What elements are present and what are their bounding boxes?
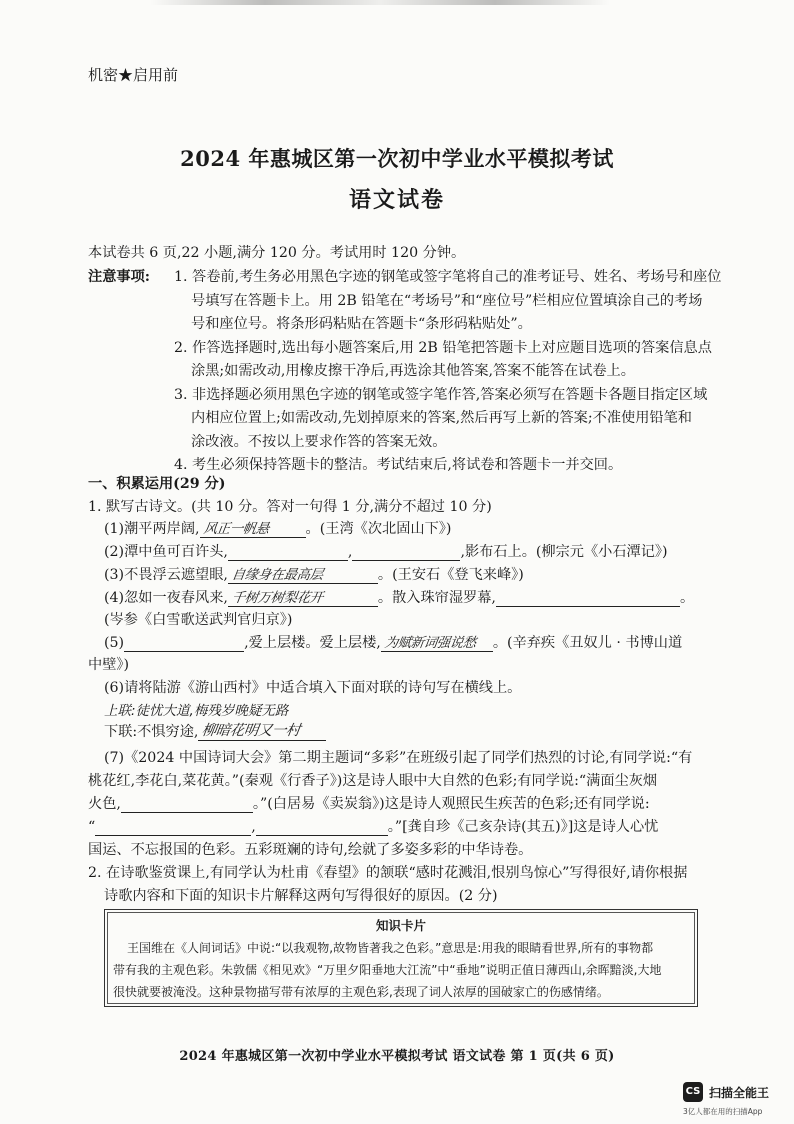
scanner-slogan: 3亿人都在用的扫描App [683, 1107, 763, 1116]
couplet-upper: 上联:徒忧大道,梅残岁晚疑无路 [104, 703, 289, 719]
scanner-app-name: 扫描全能王 [709, 1086, 770, 1100]
notice-line: 1. 答卷前,考生务必用黑色字迹的钢笔或签字笔将自己的准考证号、姓名、考场号和座位 [174, 269, 722, 285]
answer-blank[interactable] [200, 521, 306, 538]
answer-blank[interactable] [228, 590, 378, 607]
handwritten-answer: 自缘身在最高层 [230, 567, 324, 583]
confidential-label: 机密★启用前 [88, 66, 179, 84]
notice-line: 内相应位置上;如需改动,先划掉原来的答案,然后再写上新的答案;不准使用铅笔和 [191, 410, 692, 426]
q1-item-6: (6)请将陆游《游山西村》中适合填入下面对联的诗句写在横线上。 [104, 680, 522, 696]
answer-blank[interactable] [228, 567, 378, 584]
q1-item-5-source: 中壁》) [88, 657, 129, 673]
q1-item-7-line: 桃花红,李花白,菜花黄。”(秦观《行香子》)这是诗人眼中大自然的色彩;有同学说:“满面尘灰烟 [88, 773, 658, 789]
q1-item-7-line: “ , 。”[龚自珍《己亥杂诗(其五)》]这是诗人心忧 [88, 819, 659, 835]
question-1-stem: 1. 默写古诗文。(共 10 分。答对一句得 1 分,满分不超过 10 分) [88, 499, 492, 515]
notice-line: 号填写在答题卡上。用 2B 铅笔在“考场号”和“座位号”栏相应位置填涂自己的考场 [191, 292, 703, 309]
answer-blank[interactable] [95, 819, 251, 836]
page-footer: 2024 年惠城区第一次初中学业水平模拟考试 语文试卷 第 1 页(共 6 页) [179, 1049, 615, 1064]
q1-item-7-line: 国运、不忘报国的色彩。五彩斑斓的诗句,绘就了多姿多彩的中华诗卷。 [88, 842, 533, 858]
exam-intro: 本试卷共 6 页,22 小题,满分 120 分。考试用时 120 分钟。 [88, 245, 466, 261]
knowledge-card-line: 带有我的主观色彩。朱敦儒《相见欢》“万里夕阳垂地大江流”中“垂地”说明正值日薄西山,余晖黯淡,大地 [113, 963, 662, 977]
answer-blank[interactable] [256, 819, 388, 836]
answer-blank[interactable] [124, 635, 244, 652]
exam-subtitle: 语文试卷 [348, 187, 445, 213]
notice-label: 注意事项: [88, 269, 150, 285]
answer-blank[interactable] [198, 724, 326, 741]
answer-blank[interactable] [381, 635, 493, 652]
notice-line: 涂黑;如需改动,用橡皮擦干净后,再选涂其他答案,答案不能答在试卷上。 [191, 363, 635, 379]
handwritten-answer: 为赋新词强说愁 [383, 635, 477, 651]
exam-title: 2024 年惠城区第一次初中学业水平模拟考试 [180, 146, 614, 171]
q1-item-4-source: (岑参《白雪歌送武判官归京》) [104, 612, 293, 628]
answer-blank[interactable] [352, 544, 460, 561]
notice-line: 号和座位号。将条形码粘贴在答题卡“条形码粘贴处”。 [191, 316, 532, 332]
question-2-line: 诗歌内容和下面的知识卡片解释这两句写得很好的原因。(2 分) [104, 888, 498, 904]
notice-line: 2. 作答选择题时,选出每小题答案后,用 2B 铅笔把答题卡上对应题目选项的答案信息点 [174, 339, 712, 356]
q1-item-3: (3)不畏浮云遮望眼, 自缘身在最高层 。(王安石《登飞来峰》) [104, 564, 524, 584]
question-2-line: 2. 在诗歌鉴赏课上,有同学认为杜甫《春望》的颔联“感时花溅泪,恨别鸟惊心”写得很好,请你根据 [88, 865, 688, 881]
section-heading: 一、积累运用(29 分) [88, 476, 226, 492]
q1-item-1: (1)潮平两岸阔, 风正一帆悬 。(王湾《次北固山下》) [104, 518, 451, 538]
scan-edge-mark [150, 0, 610, 5]
knowledge-card-line: 很快就要被淹没。这种景物描写带有浓厚的主观色彩,表现了词人浓厚的国破家亡的伤感情绪。 [113, 985, 609, 999]
knowledge-card [104, 909, 698, 1007]
camscanner-logo-icon: CS [683, 1082, 703, 1102]
answer-blank[interactable] [121, 796, 253, 813]
q1-item-4: (4)忽如一夜春风来, 千树万树梨花开 。散入珠帘湿罗幕, 。 [104, 587, 694, 607]
answer-blank[interactable] [496, 590, 680, 607]
notice-list [174, 266, 734, 478]
handwritten-answer: 风正一帆悬 [202, 521, 270, 537]
couplet-lower: 下联:不惧穷途, 柳暗花明又一村 [104, 721, 326, 741]
notice-line: 涂改液。不按以上要求作答的答案无效。 [191, 433, 447, 450]
notice-line: 4. 考生必须保持答题卡的整洁。考试结束后,将试卷和答题卡一并交回。 [174, 457, 623, 473]
notice-line: 3. 非选择题必须用黑色字迹的钢笔或签字笔作答,答案必须写在答题卡各题目指定区域 [174, 386, 708, 403]
q1-item-2: (2)潭中鱼可百许头, , ,影布石上。(柳宗元《小石潭记》) [104, 544, 668, 560]
q1-item-7-line: 火色, 。”(白居易《卖炭翁》)这是诗人观照民生疾苦的色彩;还有同学说: [88, 796, 650, 812]
q1-item-5: (5) ,爱上层楼。爱上层楼, 为赋新词强说愁 。(辛弃疾《丑奴儿 · 书博山道 [104, 632, 682, 652]
q1-item-7-line: (7)《2024 中国诗词大会》第二期主题词“多彩”在班级引起了同学们热烈的讨论,有同学说:“有 [104, 750, 693, 766]
handwritten-answer: 柳暗花明又一村 [201, 723, 302, 739]
answer-blank[interactable] [228, 544, 348, 561]
knowledge-card-line: 王国维在《人间词话》中说:“以我观物,故物皆著我之色彩。”意思是:用我的眼睛看世界,所有的事物都 [127, 941, 654, 955]
handwritten-answer: 千树万树梨花开 [230, 590, 324, 606]
knowledge-card-title: 知识卡片 [375, 918, 426, 933]
